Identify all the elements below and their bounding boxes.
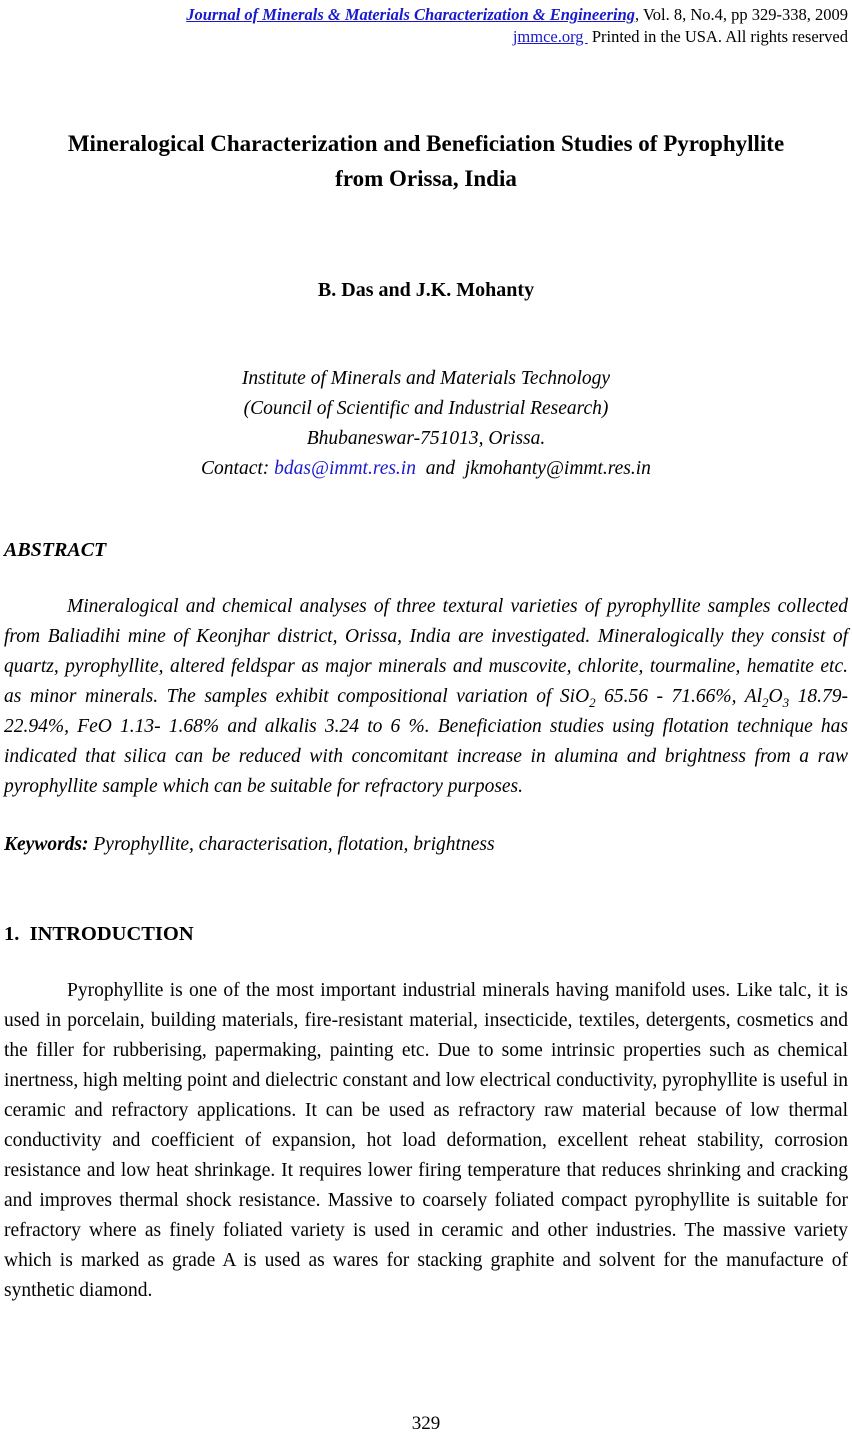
keywords-label: Keywords: <box>4 834 89 855</box>
abstract-heading: ABSTRACT <box>4 539 107 561</box>
affiliation-block <box>4 364 848 484</box>
paper-title-line1: Mineralogical Characterization and Beneficiation Studies of Pyrophyllite <box>67 131 785 156</box>
abstract-text-part4: 18.79- 22.94%, FeO 1.13- 1.68% and alkalis 3.24 to 6 %. Beneficiation studies using flotation technique has indicated that silica can be reduced with concomitant increase in alumina and brightness from a raw pyrophyllite sample which can be suitable for refractory purposes. <box>4 686 849 797</box>
email-link-bdas[interactable]: bdas@immt.res.in <box>274 458 416 479</box>
abstract-sub-sio2: 2 <box>589 694 596 710</box>
contact-line <box>4 454 848 484</box>
introduction-paragraph: Pyrophyllite is one of the most important industrial minerals having manifold uses. Like talc, it is used in porcelain, building materials, fire-resistant material, insecticide, textiles, detergents, cosmetics and the filler for rubberising, papermaking, painting etc. Due to some intrinsic properties such as chemical inertness, high melting point and dielectric constant and low electrical conductivity, pyrophyllite is useful in ceramic and refractory applications. It can be used as refractory raw material because of low thermal conductivity and coefficient of expansion, hot load deformation, excellent reheat stability, corrosion resistance and low heat shrinkage. It requires lower firing temperature that reduces shrinking and cracking and improves thermal shock resistance. Massive to coarsely foliated compact pyrophyllite is suitable for refractory where as finely foliated variety is used in ceramic and other industries. The massive variety which is marked as grade A is used as wares for stacking graphite and solvent for the manufacture of synthetic diamond. <box>4 980 848 1301</box>
keywords-line <box>4 830 848 860</box>
keywords-text: Pyrophyllite, characterisation, flotation, brightness <box>88 834 495 855</box>
journal-title-link[interactable]: Journal of Minerals & Materials Characterization & Engineering <box>186 5 635 24</box>
abstract-text-part1: Mineralogical and chemical analyses of three textural varieties of pyrophyllite samples collected from Baliadihi mine of Keonjhar district, Orissa, India are investigated. Mineralogically they consist of quartz, pyrophyllite, altered feldspar as major minerals and muscovite, chlorite, tourmaline, hematite etc. as minor minerals. The samples exhibit compositional variation of SiO <box>4 596 848 707</box>
authors-line: B. Das and J.K. Mohanty <box>317 279 535 301</box>
abstract-text-part3: O <box>768 686 783 707</box>
contact-label: Contact: <box>201 458 275 479</box>
paper-title-line2: from Orissa, India <box>335 166 517 191</box>
journal-header <box>4 4 848 48</box>
rights-text: Printed in the USA. All rights reserved <box>587 27 848 46</box>
affiliation-line3: Bhubaneswar-751013, Orissa. <box>306 428 546 449</box>
page-number: 329 <box>411 1413 441 1434</box>
affiliation-line2: (Council of Scientific and Industrial Research) <box>243 398 609 419</box>
affiliation-line1: Institute of Minerals and Materials Technology <box>241 368 611 389</box>
abstract-text-part2: 65.56 - 71.66%, Al <box>595 686 763 707</box>
abstract-paragraph <box>4 592 848 802</box>
contact-rest: and jkmohanty@immt.res.in <box>415 458 651 479</box>
journal-header-line2 <box>4 26 848 48</box>
journal-header-line1 <box>4 4 848 26</box>
paper-title <box>4 126 848 196</box>
jmmce-site-link[interactable]: jmmce.org <box>512 27 588 46</box>
abstract-sub-al2: 2 <box>762 694 769 710</box>
journal-citation: , Vol. 8, No.4, pp 329-338, 2009 <box>635 5 848 24</box>
abstract-sub-o3: 3 <box>782 694 790 710</box>
section1-heading: 1. INTRODUCTION <box>4 923 194 945</box>
